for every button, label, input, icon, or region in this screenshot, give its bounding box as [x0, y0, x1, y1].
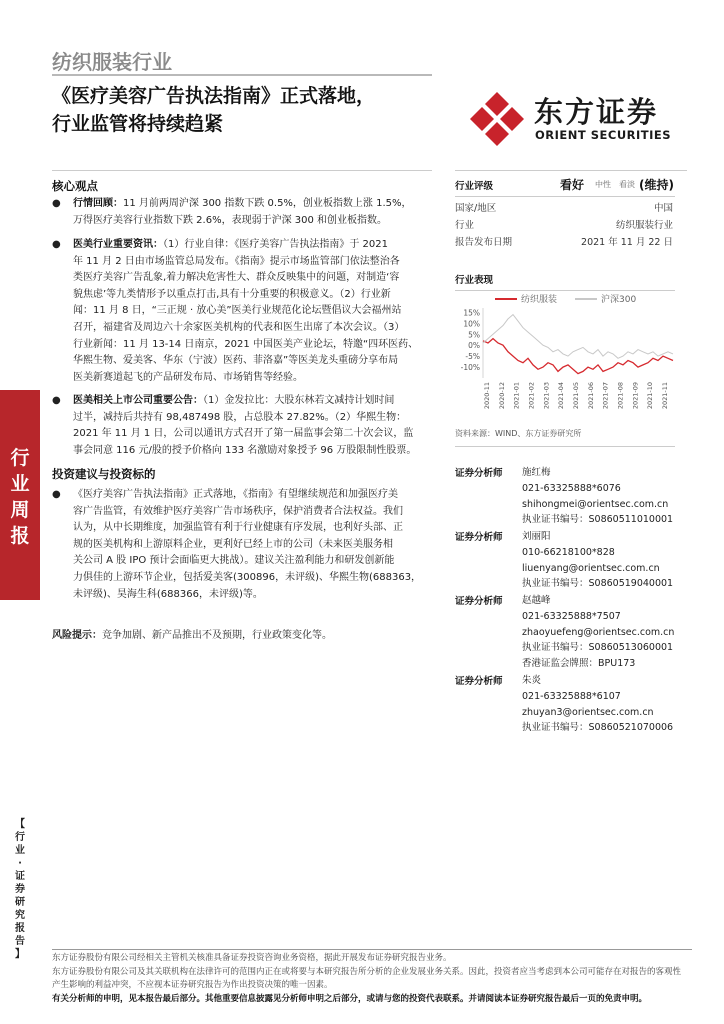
rating-selected: 看好 — [560, 178, 585, 192]
legend-label: 纺织服装 — [521, 295, 558, 305]
info-row-date: 报告发布日期 2021 年 11 月 22 日 — [455, 237, 673, 248]
analyst-list — [455, 465, 687, 737]
x-tick-label: 2021-11 — [661, 382, 669, 410]
core-heading: 核心观点 — [52, 179, 98, 193]
x-tick-label: 2021-03 — [542, 382, 551, 410]
logo-english-name: ORIENT SECURITIES — [535, 128, 672, 142]
y-tick-label: -5% — [465, 352, 480, 362]
chart-bottom-divider — [455, 446, 675, 447]
y-tick-label: 10% — [463, 319, 480, 329]
orient-securities-logo — [468, 90, 688, 146]
risk-text: 竞争加剧、新产品推出不及预期，行业政策变化等。 — [102, 630, 332, 641]
y-tick-label: 0% — [468, 341, 480, 351]
chart-title: 行业表现 — [455, 275, 494, 286]
risk-note — [52, 628, 432, 645]
info-row-industry: 行业 纺织服装行业 — [455, 220, 673, 231]
x-tick-label: 2020-11 — [483, 382, 491, 410]
invest-heading: 投资建议与投资标的 — [52, 467, 156, 481]
left-column-divider — [52, 170, 432, 171]
header-divider — [52, 74, 432, 76]
x-tick-label: 2021-01 — [512, 382, 521, 410]
info-row-region: 国家/地区 中国 — [455, 203, 673, 214]
footer-divider — [52, 949, 692, 950]
right-column-divider — [455, 170, 687, 171]
x-tick-label: 2021-02 — [527, 382, 536, 410]
invest-paragraph: ● 《医疗美容广告执法指南》正式落地，《指南》有望继续规范和加强医疗美 容广告监管，有效维护医疗美容广告市场秩序，保护消费者合法权益。我们 认为，从中长期维度，加强监管有利于行业健康有序发展，也利好头部、正 规的医美机构和上游原料企业，更利好已经上市的公司（未来医美服务相 关公司 A 股 IPO 预计会面临更大挑战）。建议关注盈利能力和研发创新能 力俱佳的上游环节企业，包括爱美客(300896，未评级)、华熙生物(688363， 未评级)、昊海生科(688366，未评级)等。 — [52, 489, 422, 600]
x-tick-label: 2021-04 — [557, 382, 566, 410]
side-report-label: 行 业 周 报 — [10, 447, 30, 547]
bullet-company-announcements: ● 医美相关上市公司重要公告：（1）金发拉比：大股东林若文减持计划时间 过半，减持后共持有 98,487498 股，占总股本 27.82%。（2）华熙生物： 2021 年 11 月 1 日，公司以通讯方式召开了第一届监事会第二十次会议，监 事会同意 116 元/股的授予价格向 133 名激励对象授予 96 万股限制性股票。 — [52, 395, 417, 456]
x-tick-label: 2020-12 — [497, 382, 506, 410]
x-tick-label: 2021-08 — [616, 382, 625, 410]
report-title: 《医疗美容广告执法指南》正式落地， 行业监管将持续趋紧 — [52, 85, 376, 135]
analyst-card: 证券分析师 朱炎 021-63325888*6107 zhuyan3@orientsec.com.cn 执业证书编号：S0860521070006 — [455, 675, 674, 734]
chart-source: 资料来源：WIND、东方证券研究所 — [455, 429, 582, 438]
x-tick-label: 2021-10 — [646, 382, 655, 410]
x-tick-label: 2021-05 — [572, 382, 580, 410]
x-tick-label: 2021-09 — [631, 382, 640, 410]
logo-chinese-name: 东方证券 — [534, 95, 659, 129]
bullet-dot-icon: ● — [52, 239, 61, 250]
rating-label: 行业评级 — [455, 181, 494, 192]
side-report-category: 【 行 业 · 证 券 研 究 报 告 】 — [15, 819, 25, 960]
bullet-dot-icon: ● — [52, 198, 61, 209]
x-tick-label: 2021-06 — [586, 382, 595, 410]
rating-divider — [455, 196, 675, 197]
y-tick-label: 15% — [463, 308, 480, 318]
bullet-dot-icon: ● — [52, 489, 61, 500]
chart-section — [455, 272, 687, 291]
y-tick-label: 5% — [468, 330, 480, 340]
rating-negative: 看淡 — [619, 180, 635, 189]
bullet-industry-news: ● 医美行业重要资讯：（1）行业自律：《医疗美容广告执法指南》于 2021 年 11 月 2 日由市场监管总局发布。《指南》提示市场监管部门依法整治各 类医疗美容广告乱象,着力解决危害性大、群众反映集中的问题，对制造‘容 貌焦虑’等九类情形予以重点打击,具有十分重要的积极意义。（2）行业新 闻：11 月 8 日，“三正规 · 放心美”医美行业规范化论坛暨倡议大会福州站 召开，福建省及周边六十余家医美机构的代表和医生出席了本次会议。（3） 行业新闻：11 月 13-14 日南京，2021 中国医美产业论坛，特邀“四环医药、 华熙生物、爱美客、华东（宁波）医药、菲洛嘉”等医美龙头重磅分享布局 医美新赛道起飞的产品研发布局、市场销售等经验。 — [52, 239, 419, 383]
rating-maintain: (维持) — [639, 178, 674, 192]
series-line-csi300 — [483, 315, 673, 359]
y-tick-label: -10% — [460, 363, 480, 373]
rating-neutral: 中性 — [595, 180, 611, 189]
bullet-dot-icon: ● — [52, 395, 61, 406]
analyst-card: 证券分析师 施红梅 021-63325888*6076 shihongmei@orientsec.com.cn 执业证书编号：S0860511010001 — [455, 467, 674, 526]
logo-mark-icon — [468, 90, 526, 148]
risk-label: 风险提示： — [52, 630, 102, 641]
bullet-market-review: ● 行情回顾：11 月前两周沪深 300 指数下跌 0.5%，创业板指数上涨 1.5%， 万得医疗美容行业指数下跌 2.6%，表现弱于沪深 300 和创业板指数。 — [52, 198, 412, 226]
sector-name: 纺织服装行业 — [52, 50, 172, 74]
analyst-card: 证券分析师 刘丽阳 010-66218100*828 liuenyang@orientsec.com.cn 执业证书编号：S0860519040001 — [455, 531, 674, 590]
series-line-textile — [483, 339, 673, 374]
legend-label: 沪深300 — [601, 295, 637, 305]
industry-performance-chart — [455, 290, 680, 422]
footer-disclaimer: 东方证券股份有限公司经相关主管机关核准具备证券投资咨询业务资格，据此开展发布证券研究报告业务。 东方证券股份有限公司及其关联机构在法律许可的范围内正在或将要与本研究报告所分析的企业发展业务关系。因此，投资者应当考虑到本公司可能存在对报告的客观性 产生影响的利益冲突，不应视本证券研究报告为作出投资决策的唯一因素。 有关分析师的申明，见本报告最后部分。其他重要信息披露见分析师申明之后部分，或请与您的投资代表联系。并请阅读本证券研究报告最后一页的免责申明。 — [52, 953, 682, 1004]
analyst-card: 证券分析师 赵越峰 021-63325888*7507 zhaoyuefeng@orientsec.com.cn 执业证书编号：S0860513060001 香港证监会牌照：BPU173 — [455, 595, 675, 670]
x-tick-label: 2021-07 — [601, 382, 610, 410]
rating-row — [455, 176, 687, 194]
